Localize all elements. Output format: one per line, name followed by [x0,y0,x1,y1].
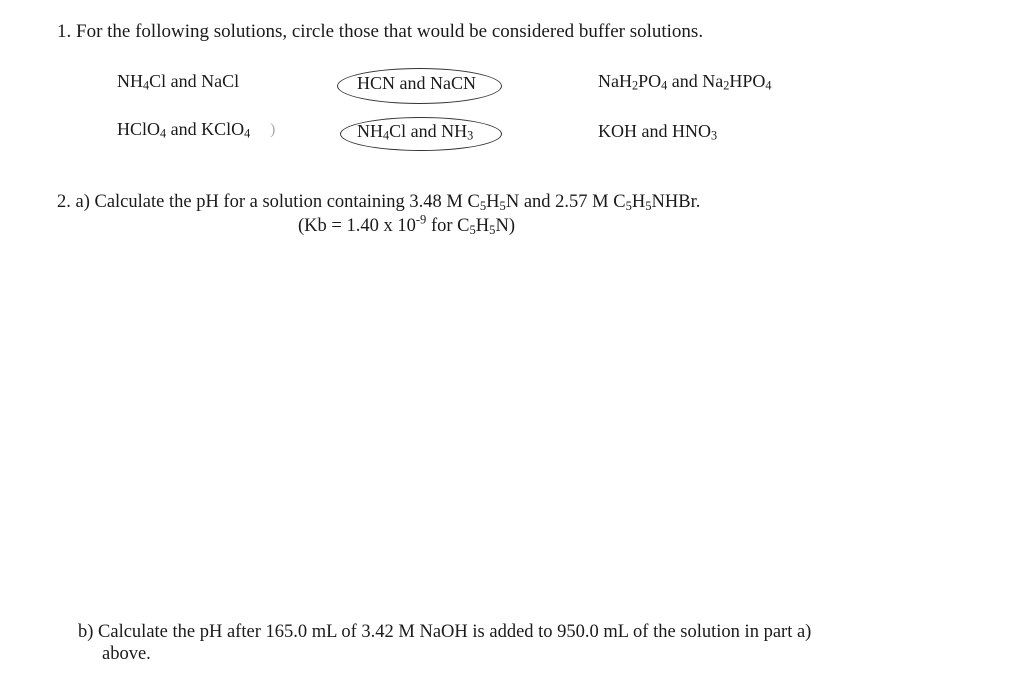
question-2a-given: (Kb = 1.40 x $10^{-9}$ for $C_5H_5N$) [298,212,515,237]
option-nh4cl-nacl: $NH_4Cl$ and NaCl [117,71,240,93]
question-2b-prompt: b) Calculate the pH after 165.0 mL of 3.42 M NaOH is added to 950.0 mL of the solution in part a) [78,622,812,642]
option-hcn-nacn: HCN and NaCN [357,73,476,93]
question-2b-prompt-cont: above. [102,644,151,664]
option-nah2po4-na2hpo4: $NaH_2PO_4$ and $Na_2HPO_4$ [598,71,772,93]
question-1-prompt: 1. For the following solutions, circle those that would be considered buffer solutions. [57,21,704,42]
option-koh-hno3: KOH and $HNO_3$ [598,121,718,143]
option-nh4cl-nh3: $NH_4Cl$ and $NH_3$ [357,121,474,143]
stray-pencil-mark: ) [270,121,276,138]
question-2a-prompt: 2. a) Calculate the pH for a solution containing 3.48 M $C_5H_5N$ and 2.57 M $C_5H_5NHBr$. [57,192,701,213]
option-hclo4-kclo4: HClO$_4$ and KClO$_4$ [117,119,251,141]
